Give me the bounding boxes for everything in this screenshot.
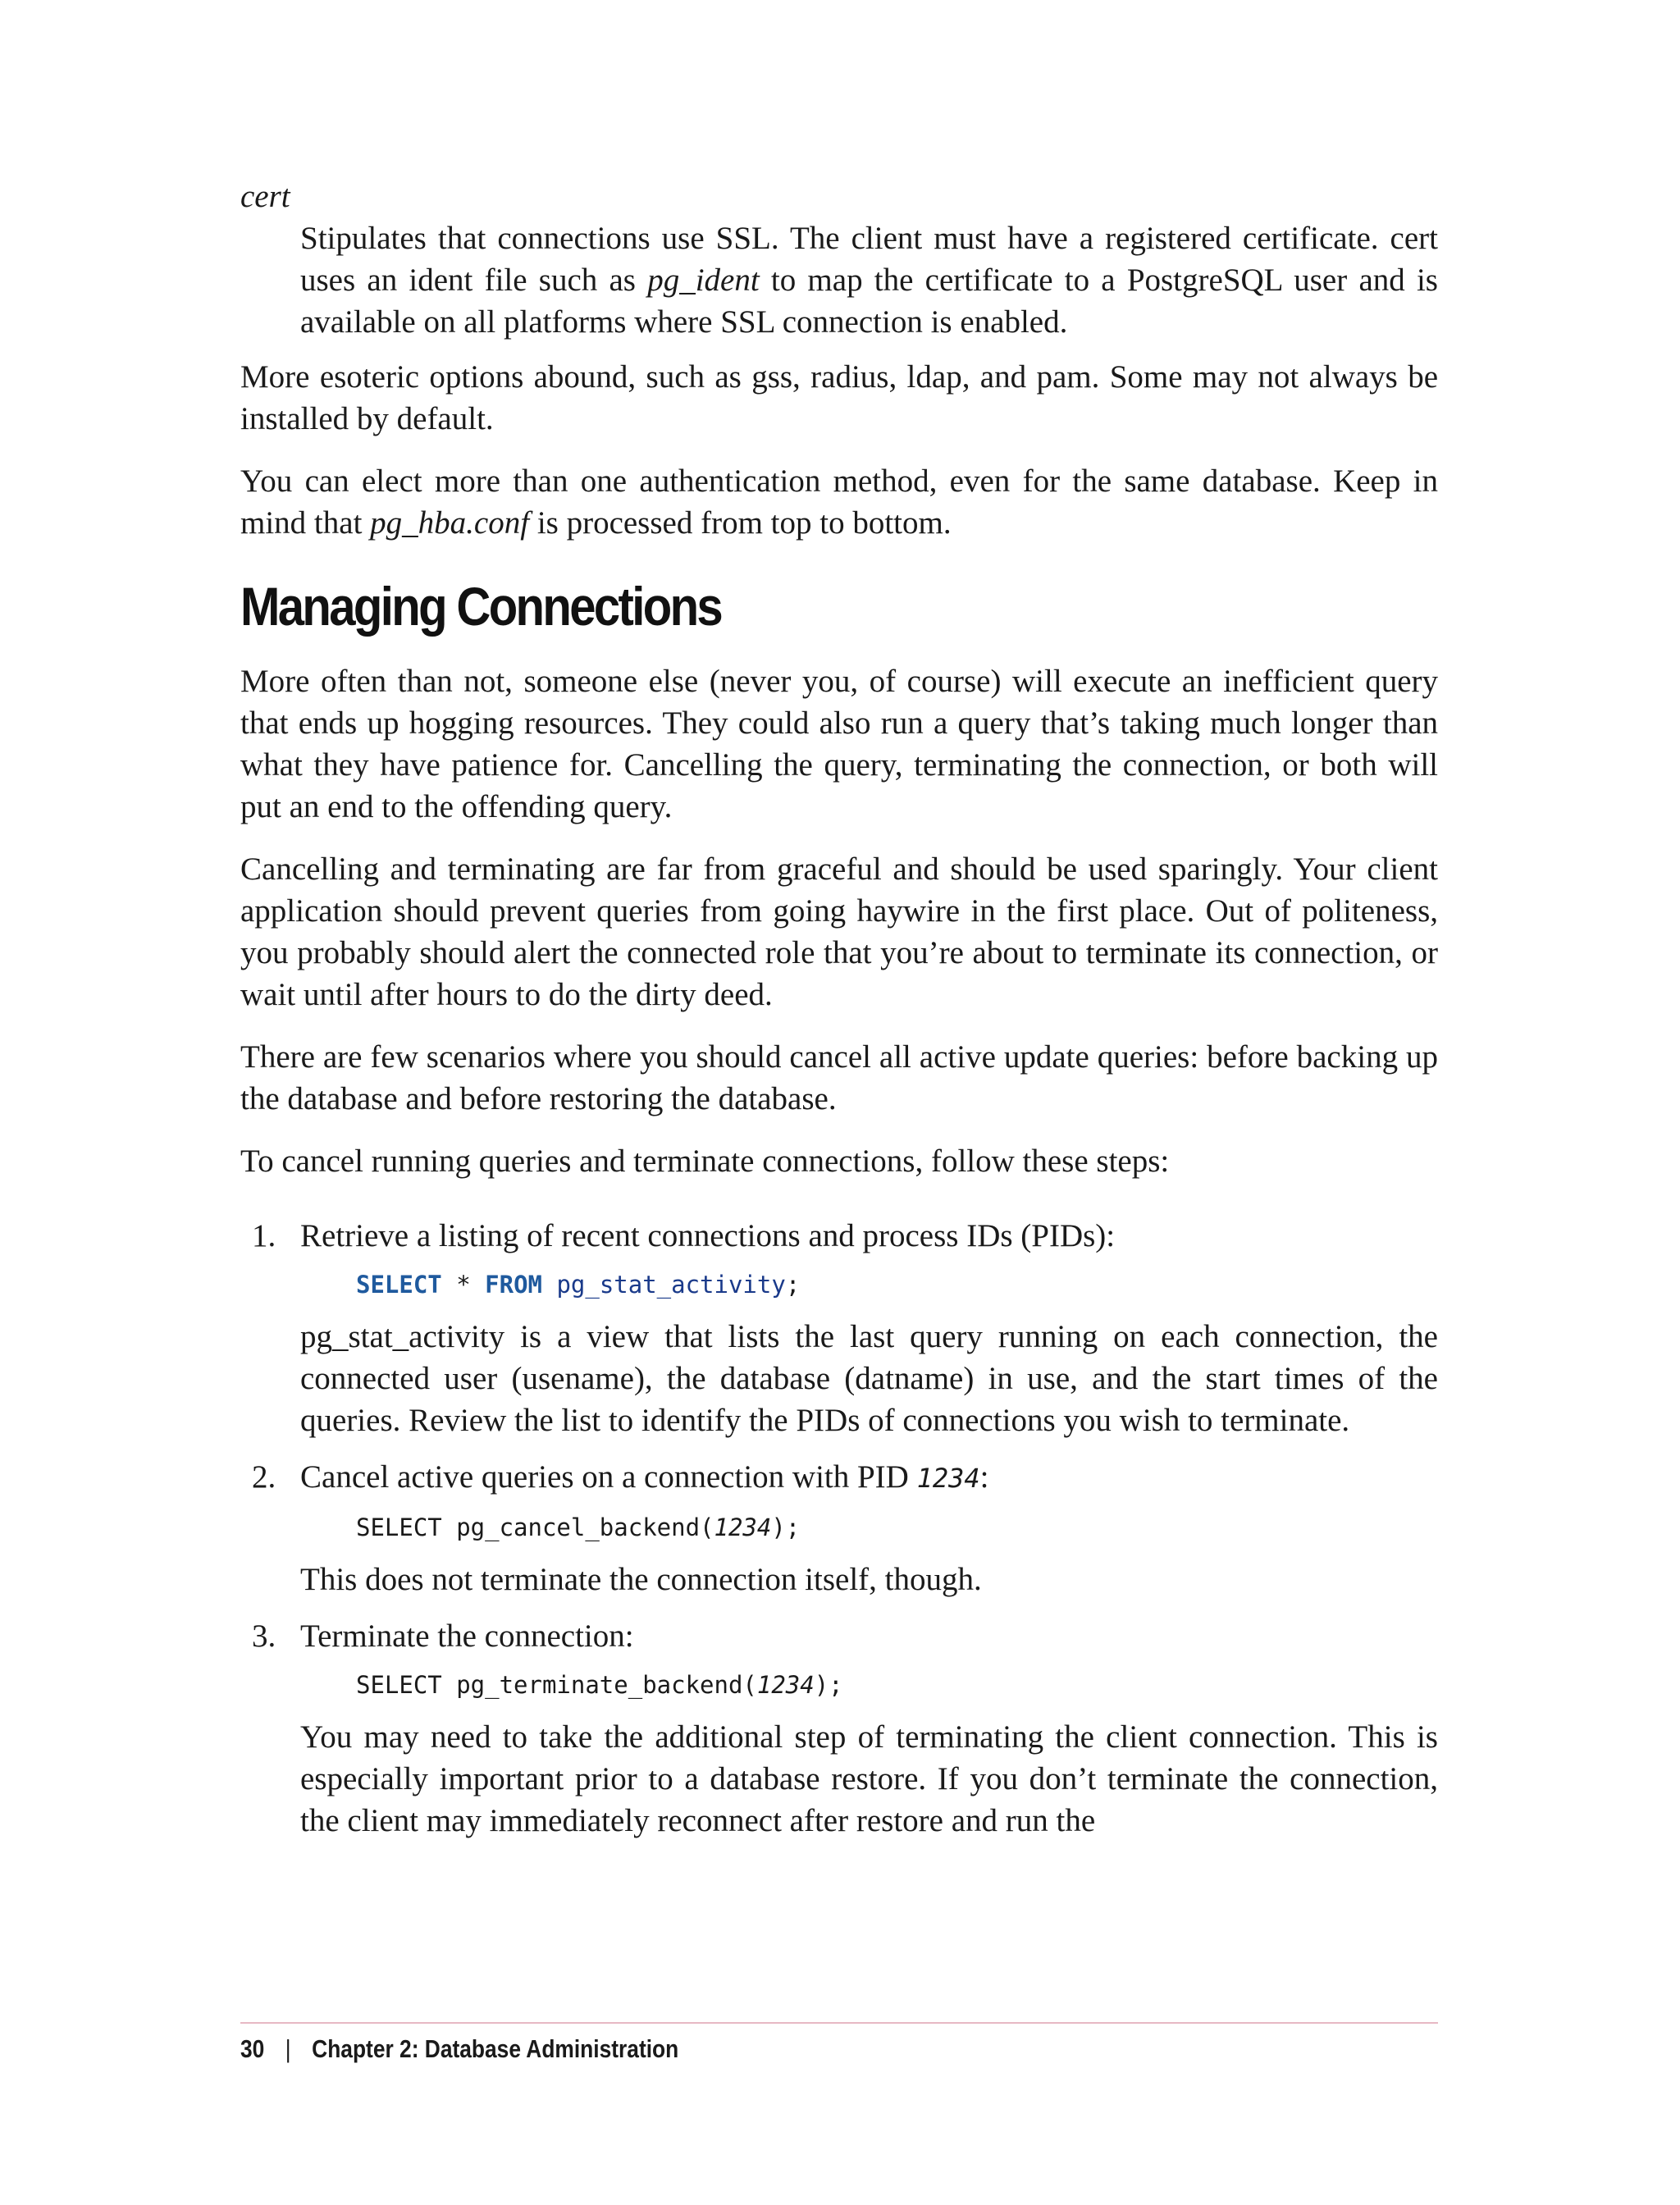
step-number: 3.	[252, 1618, 276, 1654]
definition-text	[300, 217, 1438, 343]
code-block	[356, 1511, 1438, 1544]
code-text: ;	[785, 1271, 801, 1299]
code-keyword: SELECT	[356, 1271, 442, 1299]
definition-italic-term: pg_ident	[647, 262, 760, 298]
step-text: Retrieve a listing of recent connections and process IDs (PIDs):	[300, 1218, 1116, 1253]
section-paragraph-2: Cancelling and terminating are far from graceful and should be used sparingly. Your client application should prevent queries from going haywire in the first place. Out of politeness, you probably should alert the connected role that you’re about to terminate its connection, or wait until after hours to do the dirty deed.	[240, 851, 1438, 1012]
code-block	[356, 1669, 1438, 1701]
footer-separator: |	[285, 2034, 291, 2063]
list-item	[240, 1215, 1438, 1441]
step-number: 1.	[252, 1218, 276, 1253]
page-footer	[240, 2033, 678, 2066]
paragraph-multiple-methods	[240, 460, 1438, 544]
list-item	[240, 1615, 1438, 1842]
definition-term: cert	[240, 179, 290, 214]
paragraph-text-part: is processed from top to bottom.	[529, 505, 952, 541]
page-number: 30	[240, 2034, 265, 2063]
code-italic-arg: 1234	[756, 1671, 815, 1699]
code-text: *	[441, 1271, 486, 1299]
section-paragraph-1: More often than not, someone else (never you, of course) will execute an inefficient query that ends up hogging resources. They could also run a query that’s taking much longer than what they have patience for. Cancelling the query, terminating the connection, or both will put an end to the offending query.	[240, 664, 1438, 824]
section-paragraph-4: To cancel running queries and terminate connections, follow these steps:	[240, 1144, 1170, 1179]
step-text: Terminate the connection:	[300, 1618, 634, 1654]
code-italic-arg: 1234	[714, 1513, 772, 1541]
step-explanation: pg_stat_activity is a view that lists the last query running on each connection, the connected user (usename), the database (datname) in use, and the start times of the queries. Review the list to identify the PIDs of connections you wish to terminate.	[300, 1319, 1438, 1438]
code-text: );	[814, 1671, 843, 1699]
paragraph-esoteric-options: More esoteric options abound, such as gss, radius, ldap, and pam. Some may not always be installed by default.	[240, 359, 1438, 436]
footer-divider	[240, 2022, 1438, 2024]
pid-value: 1234	[916, 1463, 980, 1494]
step-explanation: You may need to take the additional step of terminating the client connection. This is especially important prior to a database restore. If you don’t terminate the connection, the client may immediately reconnect after restore and run the	[300, 1719, 1438, 1838]
steps-list	[240, 1215, 1438, 1842]
definition-text-part: Stipulates that connections use SSL. The client must have a registered certificate. cert uses an ident file such as	[300, 221, 1438, 298]
code-block	[356, 1268, 1438, 1301]
code-text: SELECT pg_cancel_backend(	[356, 1513, 714, 1541]
code-text: );	[771, 1513, 801, 1541]
code-identifier: pg_stat_activity	[542, 1271, 786, 1299]
paragraph-italic-file: pg_hba.conf	[370, 505, 530, 541]
step-text-part: Cancel active queries on a connection with PID	[300, 1459, 917, 1495]
step-explanation: This does not terminate the connection itself, though.	[300, 1562, 982, 1597]
step-number: 2.	[252, 1459, 276, 1495]
section-paragraph-3: There are few scenarios where you should cancel all active update queries: before backing up the database and before restoring the database.	[240, 1039, 1438, 1116]
page-content	[240, 176, 1438, 1856]
code-keyword: FROM	[485, 1271, 542, 1299]
definition-text-part: to map the certificate to a PostgreSQL user and is available on all platforms where SSL connection is enabled.	[300, 262, 1438, 340]
section-heading: Managing Connections	[240, 576, 722, 637]
step-text-part: :	[979, 1459, 989, 1495]
step-text	[300, 1456, 1438, 1500]
code-text: SELECT pg_terminate_backend(	[356, 1671, 757, 1699]
list-item	[240, 1456, 1438, 1600]
chapter-title: Chapter 2: Database Administration	[312, 2034, 679, 2063]
paragraph-text-part: You can elect more than one authentication method, even for the same database. Keep in mind that	[240, 463, 1438, 541]
